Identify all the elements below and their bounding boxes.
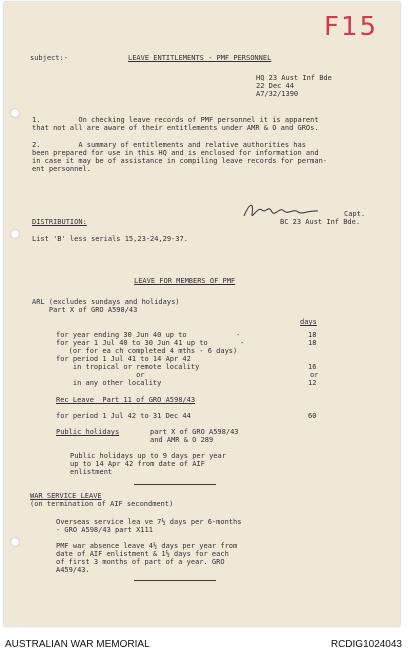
rec-head — [56, 396, 195, 404]
arl-days: or — [310, 371, 319, 379]
punch-hole — [10, 229, 20, 239]
wsl1-line: Overseas service lea ve 7½ days per 6-months — [56, 518, 242, 526]
ph-ref: part X of GRO A598/43 — [150, 428, 239, 436]
wsl-head: WAR SERVICE LEAVE — [30, 492, 102, 500]
para2-line: been prepared for use in this HQ and is enclosed for information and — [32, 149, 319, 157]
ref-line: 22 Dec 44 — [256, 82, 294, 90]
distribution-text: List 'B' less serials 15,23-24,29-37. — [32, 235, 188, 243]
arl-days: 16 — [308, 363, 317, 371]
ph-text: enlistment — [70, 468, 113, 476]
arl-line: in any other locality — [56, 379, 162, 387]
ref-line: HQ 23 Aust Inf Bde — [256, 74, 332, 82]
para1-line: that not all are aware of their entitlements under AMR & O and GROs. — [32, 124, 319, 132]
divider — [134, 580, 216, 581]
arl-line: for period 1 Jul 41 to 14 Apr 42 — [56, 355, 191, 363]
punch-hole — [10, 537, 20, 547]
divider — [134, 484, 216, 485]
arl-line: or — [56, 371, 145, 379]
arl-days: 12 — [308, 379, 317, 387]
para1-line: 1. On checking leave records of PMF personnel it is apparent — [32, 116, 319, 124]
distribution-label: DISTRIBUTION: — [32, 218, 87, 226]
subject-title: LEAVE ENTITLEMENTS - PMF PERSONNEL — [128, 54, 272, 62]
ph-text: Public holidays up to 9 days per year — [70, 452, 226, 460]
arl-head: ARL (excludes sundays and holidays) — [32, 298, 180, 306]
arl-line: in tropical or remote locality — [56, 363, 200, 371]
punch-hole — [10, 108, 20, 118]
para2-line: in case it may be of assistance in compiling leave records for perman- — [32, 157, 328, 165]
footer-source: AUSTRALIAN WAR MEMORIAL — [5, 639, 150, 650]
arl-days: 18 — [308, 331, 317, 339]
footer-id: RCDIG1024043 — [330, 639, 402, 650]
dash: - — [240, 339, 245, 347]
arl-line: (or for ea ch completed 4 mths - 6 days) — [56, 347, 238, 355]
document-page — [4, 2, 400, 626]
footer-bar — [0, 634, 408, 654]
wsl2-line: of first 3 months of part of a year. GRO — [56, 558, 225, 566]
arl-days: 18 — [308, 339, 317, 347]
arl-line: for year ending 30 Jun 40 up to — [56, 331, 187, 339]
para2-line: ent personnel. — [32, 165, 92, 173]
wsl2-line: PMF war absence leave 4½ days per year from — [56, 542, 238, 550]
days-heading: days — [300, 318, 317, 326]
para2-line: 2. A summary of entitlements and relative authorities has — [32, 141, 306, 149]
ph-head: Public holidays — [56, 428, 120, 436]
signature-title: BC 23 Aust Inf Bde. — [280, 218, 361, 226]
dash: - — [236, 331, 241, 339]
ph-ref: and AMR & O 289 — [150, 436, 214, 444]
section-title: LEAVE FOR MEMBERS OF PMF — [134, 277, 236, 285]
wsl2-line: A459/43. — [56, 566, 90, 574]
arl-head: Part X of GRO A598/43 — [32, 306, 138, 314]
rec-line: for period 1 Jul 42 to 31 Dec 44 — [56, 412, 191, 420]
subject-label: subject:- — [30, 54, 68, 62]
wsl1-line: - GRO A598/43 part X111 — [56, 526, 153, 534]
ref-line: A7/32/1390 — [256, 90, 299, 98]
rec-head-text: Rec Leave Part 11 of GRO A598/43 — [56, 396, 196, 404]
folio-stamp: F15 — [324, 12, 379, 42]
wsl-sub: (on termination of AIF secondment) — [30, 500, 174, 508]
arl-line: for year 1 Jul 40 to 30 Jun 41 up to — [56, 339, 208, 347]
ph-text: up to 14 Apr 42 from date of AIF — [70, 460, 205, 468]
wsl2-line: date of AIF enlistment & 1½ days for each — [56, 550, 229, 558]
signature-rank: Capt. — [344, 210, 366, 218]
rec-days: 60 — [308, 412, 317, 420]
